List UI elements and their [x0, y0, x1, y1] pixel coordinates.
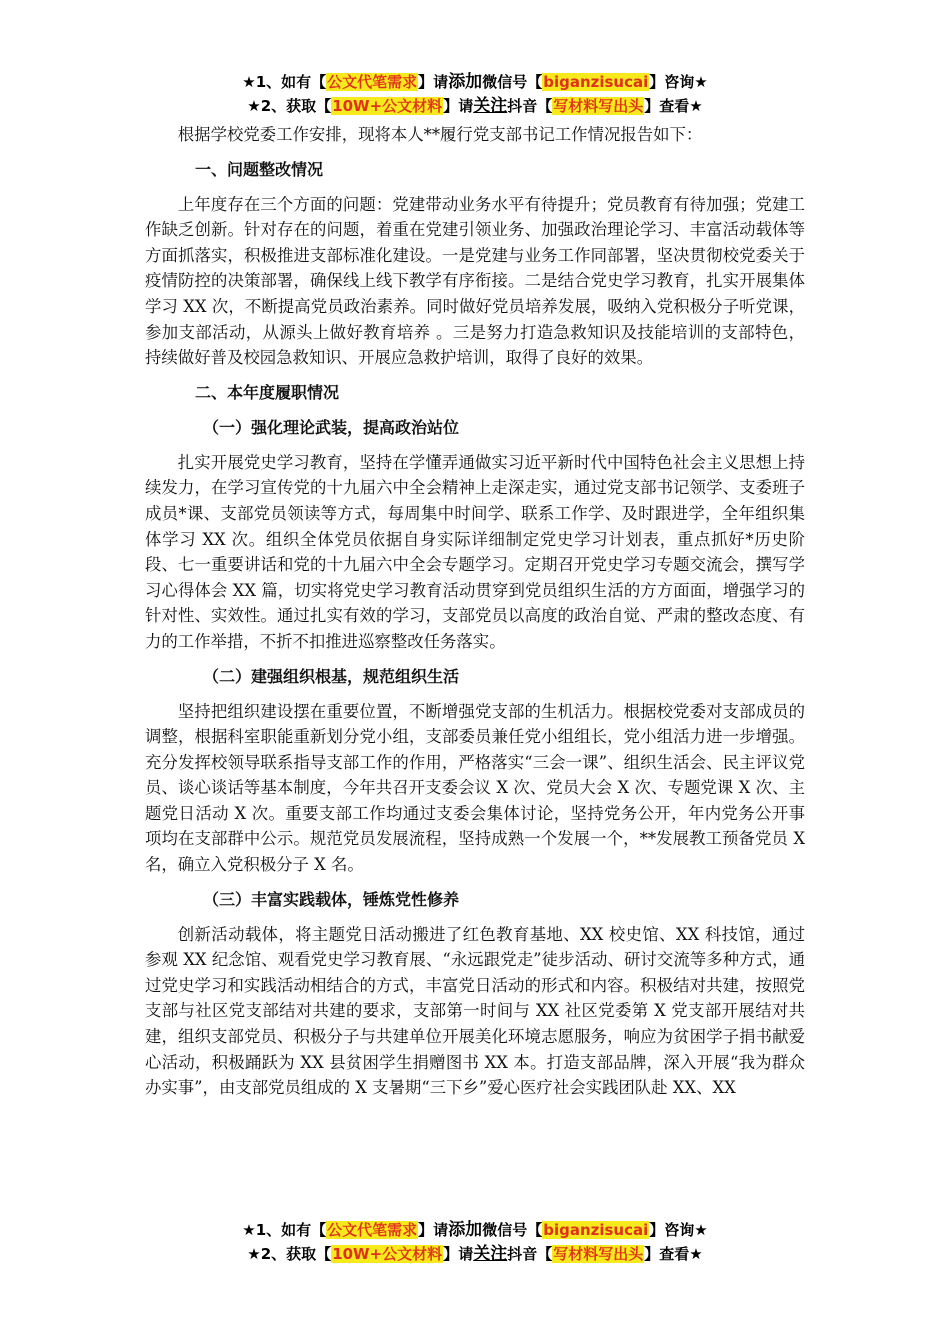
promo-emphasis: 关注	[473, 96, 508, 116]
promo-text: 】查看★	[644, 97, 703, 115]
promo-text: 微信号【	[482, 1221, 543, 1239]
promo-text: 微信号【	[482, 73, 543, 91]
promo-wechat-id: biganzisucai	[543, 1221, 649, 1239]
promo-douyin-id: 写材料写出头	[553, 97, 644, 115]
subsection-1-paragraph: 扎实开展党史学习教育，坚持在学懂弄通做实习近平新时代中国特色社会主义思想上持续发力，在学习宣传党的十九届六中全会精神上走深走实，通过党支部书记领学、支委班子成员*课、支部党员领读等方式，每周集中时间学、联系工作学、及时跟进学，全年组织集体学习 XX 次。组织全体党员依据自身实际详细制定党史学习计划表，重点抓好*历史阶段、七一重要讲话和党的十九届六中全会专题学习。定期召开党史学习专题交流会，撰写学习心得体会 XX 篇，切实将党史学习教育活动贯穿到党员组织生活的方方面面，增强学习的针对性、实效性。通过扎实有效的学习，支部党员以高度的政治自觉、严肃的整改态度、有力的工作举措，不折不扣推进巡察整改任务落实。	[145, 452, 805, 651]
promo-line-2	[0, 1242, 950, 1266]
promo-text: ★2、获取【	[247, 97, 332, 115]
section-heading-1: 一、问题整改情况	[195, 159, 324, 179]
promo-emphasis: 添加	[448, 1220, 483, 1240]
promo-highlight: 10W+公文材料	[332, 1245, 443, 1263]
promo-text: ★1、如有【	[242, 73, 327, 91]
promo-text: ★2、获取【	[247, 1245, 332, 1263]
intro-paragraph: 根据学校党委工作安排，现将本人**履行党支部书记工作情况报告如下：	[177, 125, 703, 144]
promo-text: 】请	[418, 73, 449, 91]
promo-text: 】请	[443, 97, 474, 115]
promo-text: 】咨询★	[649, 1221, 708, 1239]
promo-line-1	[0, 1218, 950, 1242]
promo-text: 抖音【	[507, 97, 553, 115]
promo-text: 】请	[443, 1245, 474, 1263]
subsection-heading-1: （一）强化理论武装，提高政治站位	[203, 417, 460, 437]
promo-text: 】请	[418, 1221, 449, 1239]
promo-line-1	[0, 70, 950, 94]
subsection-heading-2: （二）建强组织根基，规范组织生活	[203, 666, 460, 686]
promo-highlight: 10W+公文材料	[332, 97, 443, 115]
document-body	[145, 122, 805, 1110]
promo-line-2	[0, 94, 950, 118]
promo-wechat-id: biganzisucai	[543, 73, 649, 91]
promo-text: ★1、如有【	[242, 1221, 327, 1239]
subsection-3-paragraph: 创新活动载体，将主题党日活动搬进了红色教育基地、XX 校史馆、XX 科技馆，通过参观 XX 纪念馆、观看党史学习教育展、“永远跟党走”徒步活动、研讨交流等多种方式，通过党史学习和实践活动相结合的方式，丰富党日活动的形式和内容。积极结对共建，按照党支部与社区党支部结对共建的要求，支部第一时间与 XX 社区党委第 X 党支部开展结对共建，组织支部党员、积极分子与共建单位开展美化环境志愿服务，响应为贫困学子捐书献爱心活动，积极踊跃为 XX 县贫困学生捐赠图书 XX 本。打造支部品牌，深入开展“我为群众办实事”，由支部党员组成的 X 支暑期“三下乡”爱心医疗社会实践团队赴 XX、XX	[145, 924, 805, 1098]
promo-text: 】查看★	[644, 1245, 703, 1263]
promo-highlight: 公文代笔需求	[327, 1221, 418, 1239]
promo-text: 抖音【	[507, 1245, 553, 1263]
header-promo-banner	[0, 70, 950, 118]
subsection-heading-3: （三）丰富实践载体，锤炼党性修养	[203, 889, 460, 909]
footer-promo-banner	[0, 1218, 950, 1266]
section-heading-2: 二、本年度履职情况	[195, 382, 340, 402]
section-1-paragraph: 上年度存在三个方面的问题：党建带动业务水平有待提升；党员教育有待加强；党建工作缺乏创新。针对存在的问题，着重在党建引领业务、加强政治理论学习、丰富活动载体等方面抓落实，积极推进支部标准化建设。一是党建与业务工作同部署，坚决贯彻校党委关于疫情防控的决策部署，确保线上线下教学有序衔接。二是结合党史学习教育，扎实开展集体学习 XX 次，不断提高党员政治素养。同时做好党员培养发展，吸纳入党积极分子听党课，参加支部活动，从源头上做好教育培养 。三是努力打造急救知识及技能培训的支部特色，持续做好普及校园急救知识、开展应急救护培训，取得了良好的效果。	[145, 194, 805, 368]
promo-highlight: 公文代笔需求	[327, 73, 418, 91]
promo-text: 】咨询★	[649, 73, 708, 91]
promo-douyin-id: 写材料写出头	[553, 1245, 644, 1263]
subsection-2-paragraph: 坚持把组织建设摆在重要位置，不断增强党支部的生机活力。根据校党委对支部成员的调整，根据科室职能重新划分党小组，支部委员兼任党小组组长，党小组活力进一步增强。充分发挥校领导联系指导支部工作的作用，严格落实“三会一课”、组织生活会、民主评议党员、谈心谈话等基本制度，今年共召开支委会议 X 次、党员大会 X 次、专题党课 X 次、主题党日活动 X 次。重要支部工作均通过支委会集体讨论，坚持党务公开，年内党务公开事项均在支部群中公示。规范党员发展流程，坚持成熟一个发展一个，**发展教工预备党员 X 名，确立入党积极分子 X 名。	[145, 701, 805, 875]
promo-emphasis: 添加	[448, 72, 483, 92]
promo-emphasis: 关注	[473, 1244, 508, 1264]
